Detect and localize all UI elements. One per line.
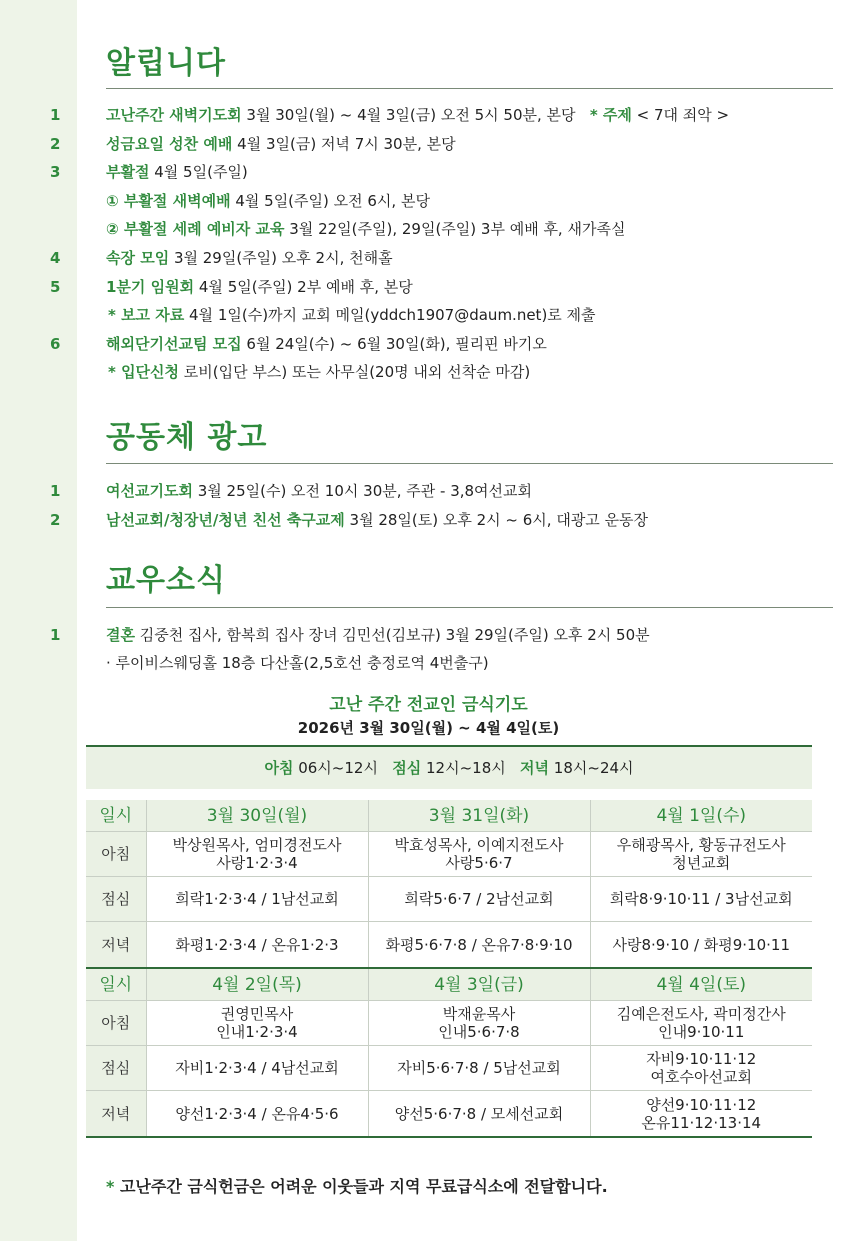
schedule-cell-line: 양선9·10·11·12 (646, 1095, 757, 1114)
community-item (106, 510, 648, 530)
members-item-text: · 루이비스웨딩홀 18층 다산홀(2,5호선 충정로역 4번출구) (106, 654, 489, 672)
schedule-cell-line: 온유11·12·13·14 (641, 1113, 762, 1132)
notice-item-text: 3월 30일(월) ~ 4월 3일(금) 오전 5시 50분, 본당 (241, 106, 576, 124)
evening-label: 저녁 (520, 759, 550, 777)
notice-item-text: 4월 5일(주일) 오전 6시, 본당 (230, 191, 430, 210)
notice-item-number: 1 (50, 106, 61, 124)
schedule-day-header: 3월 30일(월) (146, 800, 368, 832)
schedule-day-header: 3월 31일(화) (368, 800, 590, 832)
schedule-row-noon (86, 1046, 812, 1091)
schedule-cell (368, 1046, 590, 1091)
noon-time: 12시~18시 (421, 759, 506, 777)
schedule-cell-line: 화평5·6·7·8 / 온유7·8·9·10 (385, 935, 573, 954)
notice-item-highlight: 속장 모임 (106, 249, 170, 267)
schedule-cell-line: 자비5·6·7·8 / 5남선교회 (397, 1059, 561, 1077)
schedule-header-label: 일시 (86, 968, 146, 1001)
schedule-cell-line: 사랑1·2·3·4 (216, 854, 298, 872)
members-item (106, 625, 650, 645)
community-section-title: 공동체 광고 (106, 420, 268, 455)
notice-item (106, 219, 625, 239)
schedule-cell-line: 김예은전도사, 곽미정간사 (616, 1005, 786, 1023)
schedule-row-noon (86, 877, 812, 922)
notice-item-text: 4월 1일(수)까지 교회 메일(yddch1907@daum.net)로 제출 (184, 306, 596, 325)
notice-item-highlight: 부활절 (106, 163, 150, 182)
schedule-cell (590, 1001, 812, 1046)
notice-section-title: 알립니다 (106, 46, 226, 81)
schedule-row-label: 저녁 (86, 922, 146, 969)
schedule-cell (146, 832, 368, 877)
schedule-cell (368, 922, 590, 969)
community-item-text: 3월 28일(토) 오후 2시 ~ 6시, 대광고 운동장 (344, 510, 649, 529)
community-section-rule (106, 463, 833, 464)
schedule-row-morning (86, 1001, 812, 1046)
notice-item-spacer (576, 106, 590, 124)
schedule-cell (590, 1046, 812, 1091)
notice-item-number: 2 (50, 134, 61, 153)
notice-item (106, 105, 729, 125)
schedule-cell-line: 사랑8·9·10 / 화평9·10·11 (612, 935, 790, 954)
schedule-cell-line: 화평1·2·3·4 / 온유1·2·3 (175, 935, 339, 954)
notice-item-number: 3 (50, 163, 61, 182)
members-item-text: 김중천 집사, 함복희 집사 장녀 김민선(김보규) 3월 29일(주일) 오후 2시 50분 (134, 626, 650, 644)
schedule-cell-line: 자비9·10·11·12 (646, 1050, 757, 1068)
notice-section-rule (106, 88, 833, 89)
community-item-highlight: 남선교회/청장년/청년 친선 축구교제 (106, 510, 345, 529)
schedule-cell (590, 1091, 812, 1138)
schedule-row-label: 아침 (86, 832, 146, 877)
notice-item (106, 134, 456, 154)
schedule-cell-line: 양선1·2·3·4 / 온유4·5·6 (175, 1104, 339, 1123)
schedule-cell-line: 희락8·9·10·11 / 3남선교회 (609, 890, 793, 908)
schedule-cell-line: 인내1·2·3·4 (216, 1023, 298, 1041)
members-section-title: 교우소식 (106, 563, 226, 598)
notice-item-highlight: 해외단기선교팀 모집 (106, 334, 242, 353)
community-item-text: 3월 25일(수) 오전 10시 30분, 주관 - 3,8여선교회 (192, 482, 533, 500)
fasting-prayer-title: 고난 주간 전교인 금식기도 (329, 695, 528, 715)
schedule-day-header: 4월 4일(토) (590, 968, 812, 1001)
notice-item-highlight: 1분기 임원회 (106, 277, 195, 296)
notice-item-number: 6 (50, 334, 61, 353)
notice-item (106, 277, 413, 297)
schedule-row-label: 점심 (86, 1046, 146, 1091)
community-item-number: 1 (50, 482, 61, 500)
notice-item (106, 191, 430, 211)
notice-item-text: 4월 5일(주일) (149, 163, 248, 182)
schedule-cell-line: 양선5·6·7·8 / 모세선교회 (394, 1104, 564, 1123)
schedule-cell (368, 832, 590, 877)
members-section-rule (106, 607, 833, 608)
schedule-cell-line: 인내5·6·7·8 (438, 1023, 520, 1041)
notice-item-text: 로비(입단 부스) 또는 사무실(20명 내외 선착순 마감) (179, 363, 531, 382)
footnote-star: * (106, 1177, 115, 1196)
schedule-cell (146, 1046, 368, 1091)
schedule-cell (368, 1091, 590, 1138)
schedule-row-evening (86, 1091, 812, 1138)
notice-item (106, 334, 547, 354)
notice-item-text: 3월 29일(주일) 오후 2시, 천해홀 (169, 249, 393, 267)
notice-item (106, 162, 248, 182)
schedule-cell (146, 1001, 368, 1046)
schedule-cell-line: 자비1·2·3·4 / 4남선교회 (175, 1059, 339, 1077)
schedule-cell (146, 877, 368, 922)
members-item-highlight: 결혼 (106, 626, 135, 644)
notice-item-number: 4 (50, 249, 61, 267)
members-item (106, 653, 489, 673)
schedule-cell-line: 희락1·2·3·4 / 1남선교회 (175, 890, 339, 908)
footnote (106, 1176, 608, 1198)
schedule-cell (590, 877, 812, 922)
morning-time: 06시~12시 (293, 759, 378, 777)
meal-times-bar (86, 745, 812, 789)
schedule-cell-line: 우해광목사, 황동규전도사 (616, 836, 786, 854)
notice-item-highlight: * 보고 자료 (108, 306, 185, 325)
notice-item-text: 6월 24일(수) ~ 6월 30일(화), 필리핀 바기오 (241, 334, 547, 353)
notice-item (108, 362, 530, 382)
notice-item-text: 3월 22일(주일), 29일(주일) 3부 예배 후, 새가족실 (284, 220, 626, 239)
schedule-day-header: 4월 3일(금) (368, 968, 590, 1001)
notice-item-highlight: ② 부활절 세례 예비자 교육 (106, 220, 285, 239)
schedule-cell-line: 권영민목사 (220, 1005, 294, 1023)
schedule-cell-line: 사랑5·6·7 (445, 854, 513, 872)
noon-label: 점심 (392, 759, 422, 777)
community-item (106, 481, 532, 501)
schedule-header-row (86, 800, 812, 832)
schedule-cell (368, 1001, 590, 1046)
schedule-row-morning (86, 832, 812, 877)
schedule-cell (146, 1091, 368, 1138)
schedule-header-row (86, 968, 812, 1001)
schedule-cell-line: 청년교회 (672, 854, 731, 872)
notice-item (106, 248, 393, 268)
schedule-row-label: 점심 (86, 877, 146, 922)
notice-item-text: 4월 3일(금) 저녁 7시 30분, 본당 (232, 134, 456, 153)
schedule-row-evening (86, 922, 812, 969)
notice-item-text: 4월 5일(주일) 2부 예배 후, 본당 (194, 277, 413, 296)
footnote-text: 고난주간 금식헌금은 어려운 이웃들과 지역 무료급식소에 전달합니다. (114, 1177, 608, 1196)
evening-time: 18시~24시 (549, 759, 634, 777)
community-item-highlight: 여선교기도회 (106, 482, 193, 500)
schedule-cell (590, 832, 812, 877)
fasting-schedule-table (86, 800, 812, 1138)
schedule-cell-line: 여호수아선교회 (650, 1068, 752, 1086)
schedule-row-label: 저녁 (86, 1091, 146, 1138)
community-item-number: 2 (50, 510, 61, 529)
schedule-cell (368, 877, 590, 922)
schedule-cell (146, 922, 368, 969)
schedule-cell-line: 박효성목사, 이예지전도사 (394, 836, 564, 854)
notice-item-highlight: * 입단신청 (108, 363, 180, 382)
notice-item (108, 305, 596, 325)
notice-item-highlight: 성금요일 성찬 예배 (106, 134, 233, 153)
schedule-row-label: 아침 (86, 1001, 146, 1046)
members-item-number: 1 (50, 626, 61, 644)
schedule-day-header: 4월 1일(수) (590, 800, 812, 832)
schedule-cell-line: 박재윤목사 (442, 1005, 516, 1023)
schedule-day-header: 4월 2일(목) (146, 968, 368, 1001)
schedule-cell-line: 희락5·6·7 / 2남선교회 (404, 890, 554, 908)
notice-item-number: 5 (50, 277, 61, 296)
notice-item-extra: < 7대 죄악 > (631, 106, 730, 124)
schedule-header-label: 일시 (86, 800, 146, 832)
notice-item-highlight: 고난주간 새벽기도회 (106, 106, 242, 124)
notice-item-highlight: ① 부활절 새벽예배 (106, 191, 231, 210)
fasting-prayer-date-range: 2026년 3월 30일(월) ~ 4월 4일(토) (297, 719, 560, 737)
schedule-cell-line: 박상원목사, 엄미경전도사 (172, 836, 342, 854)
notice-item-extra-highlight: * 주제 (589, 106, 632, 124)
schedule-cell (590, 922, 812, 969)
morning-label: 아침 (264, 759, 294, 777)
schedule-cell-line: 인내9·10·11 (658, 1023, 745, 1041)
